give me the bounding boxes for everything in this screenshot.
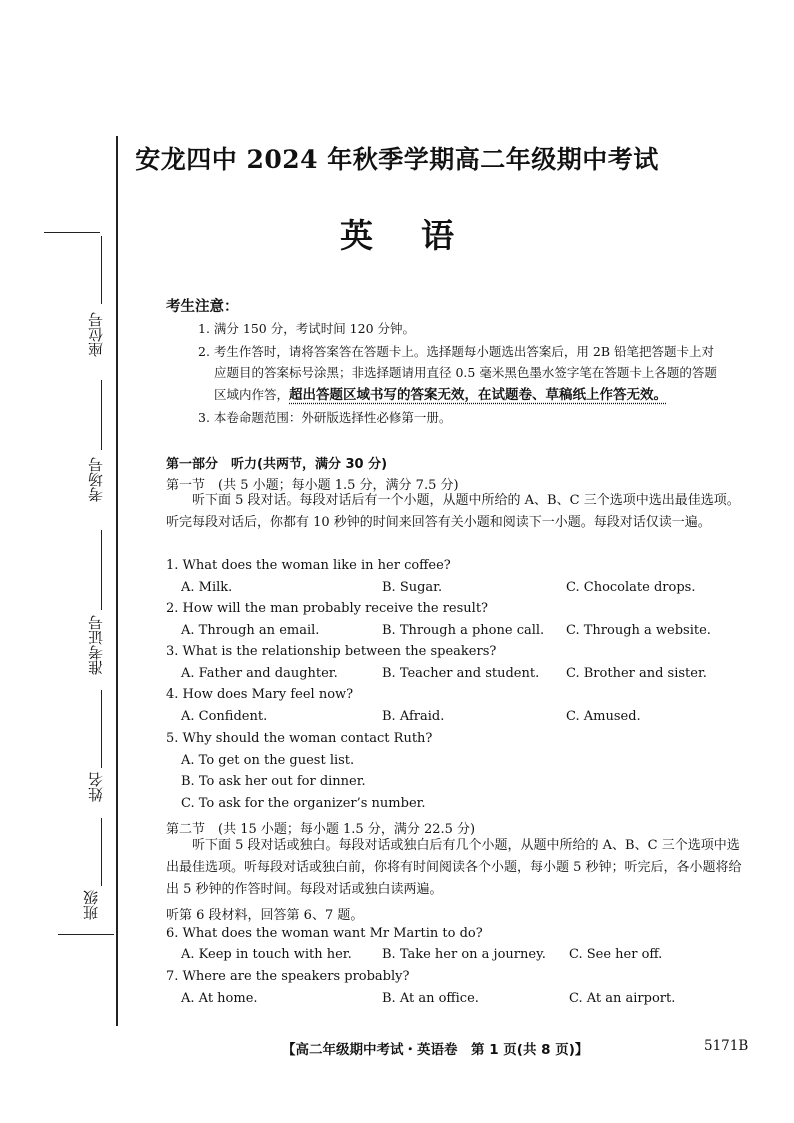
notice-emphasis: 超出答题区域书写的答案无效，在试题卷、草稿纸上作答无效。 <box>289 387 668 403</box>
exam-title: 安龙四中 2024 年秋季学期高二年级期中考试 <box>135 145 659 174</box>
part1-heading <box>166 453 387 472</box>
q2-option-a: A. Through an email. <box>181 623 320 638</box>
question-7: 7. Where are the speakers probably? <box>166 969 410 984</box>
q1-option-b: B. Sugar. <box>382 580 443 595</box>
material-6-heading: 听第 6 段材料，回答第 6、7 题。 <box>166 908 364 923</box>
paper-code: 5171B <box>704 1038 749 1054</box>
notice-item-3: 3. 本卷命题范围：外研版选择性必修第一册。 <box>198 410 452 425</box>
question-4: 4. How does Mary feel now? <box>166 687 354 702</box>
room-underline <box>101 380 102 450</box>
section2-heading: 第二节 (共 15 小题；每小题 1.5 分，满分 22.5 分) <box>166 822 476 837</box>
seat-label: 座位号 <box>87 312 105 357</box>
q6-option-a: A. Keep in touch with her. <box>181 947 352 962</box>
class-label: 班级 <box>82 890 100 920</box>
q4-option-c: C. Amused. <box>566 709 641 724</box>
q6-option-b: B. Take her on a journey. <box>382 947 546 962</box>
question-6: 6. What does the woman want Mr Martin to do? <box>166 926 483 941</box>
margin-border-bottom <box>58 934 114 935</box>
notice-item-2c-text: 区域内作答， <box>214 387 290 402</box>
section1-heading: 第一节 (共 5 小题；每小题 1.5 分，满分 7.5 分) <box>166 478 459 493</box>
q5-option-b: B. To ask her out for dinner. <box>181 774 366 789</box>
subject-title: 英语 <box>340 216 502 255</box>
notice-item-2a: 2. 考生作答时，请将答案答在答题卡上。选择题每小题选出答案后，用 2B 铅笔把答题卡上对 <box>198 344 714 359</box>
page-footer: 【高二年级期中考试・英语卷 第 1 页(共 8 页)】 <box>282 1042 589 1058</box>
question-3: 3. What is the relationship between the speakers? <box>166 644 497 659</box>
room-label: 考场号 <box>87 457 105 502</box>
notice-item-2c <box>214 384 774 406</box>
q3-option-b: B. Teacher and student. <box>382 666 540 681</box>
name-label: 姓名 <box>87 772 105 802</box>
q1-option-c: C. Chocolate drops. <box>566 580 696 595</box>
q3-option-a: A. Father and daughter. <box>181 666 338 681</box>
q4-option-a: A. Confident. <box>181 709 268 724</box>
question-2: 2. How will the man probably receive the result? <box>166 601 489 616</box>
q5-option-a: A. To get on the guest list. <box>181 753 355 768</box>
notice-item-2b: 应题目的答案标号涂黑；非选择题请用直径 0.5 毫米黑色墨水签字笔在答题卡上各题的答题 <box>214 365 717 380</box>
q6-option-c: C. See her off. <box>569 947 663 962</box>
q5-option-c: C. To ask for the organizer’s number. <box>181 796 426 811</box>
binding-margin-line <box>116 136 118 1026</box>
section2-instructions: 听下面 5 段对话或独白。每段对话或独白后有几个小题，从题中所给的 A、B、C 三个选项中选出最佳选项。听每段对话或独白前，你将有时间阅读各个小题，每小题 5 秒钟；听完后，各小题将给出 5 秒钟的作答时间。每段对话或独白读两遍。 <box>166 838 742 897</box>
exam-id-label: 准考证号 <box>87 615 105 675</box>
q7-option-a: A. At home. <box>181 991 258 1006</box>
question-1: 1. What does the woman like in her coffee? <box>166 558 451 573</box>
section1-instructions: 听下面 5 段对话。每段对话后有一个小题，从题中所给的 A、B、C 三个选项中选出最佳选项。听完每段对话后，你都有 10 秒钟的时间来回答有关小题和阅读下一小题。每段对话仅读一遍。 <box>166 493 740 530</box>
class-underline <box>101 818 102 886</box>
q2-option-c: C. Through a website. <box>566 623 711 638</box>
question-5: 5. Why should the woman contact Ruth? <box>166 731 433 746</box>
q7-option-c: C. At an airport. <box>569 991 676 1006</box>
q2-option-b: B. Through a phone call. <box>382 623 545 638</box>
q3-option-c: C. Brother and sister. <box>566 666 707 681</box>
q1-option-a: A. Milk. <box>181 580 233 595</box>
name-underline <box>101 690 102 768</box>
part1-heading-text: 第一部分 听力(共两节，满分 30 分) <box>166 457 388 472</box>
notice-item-1: 1. 满分 150 分，考试时间 120 分钟。 <box>198 321 416 336</box>
notice-heading: 考生注意： <box>166 298 239 315</box>
q7-option-b: B. At an office. <box>382 991 479 1006</box>
exam-id-underline <box>101 530 102 610</box>
q4-option-b: B. Afraid. <box>382 709 445 724</box>
